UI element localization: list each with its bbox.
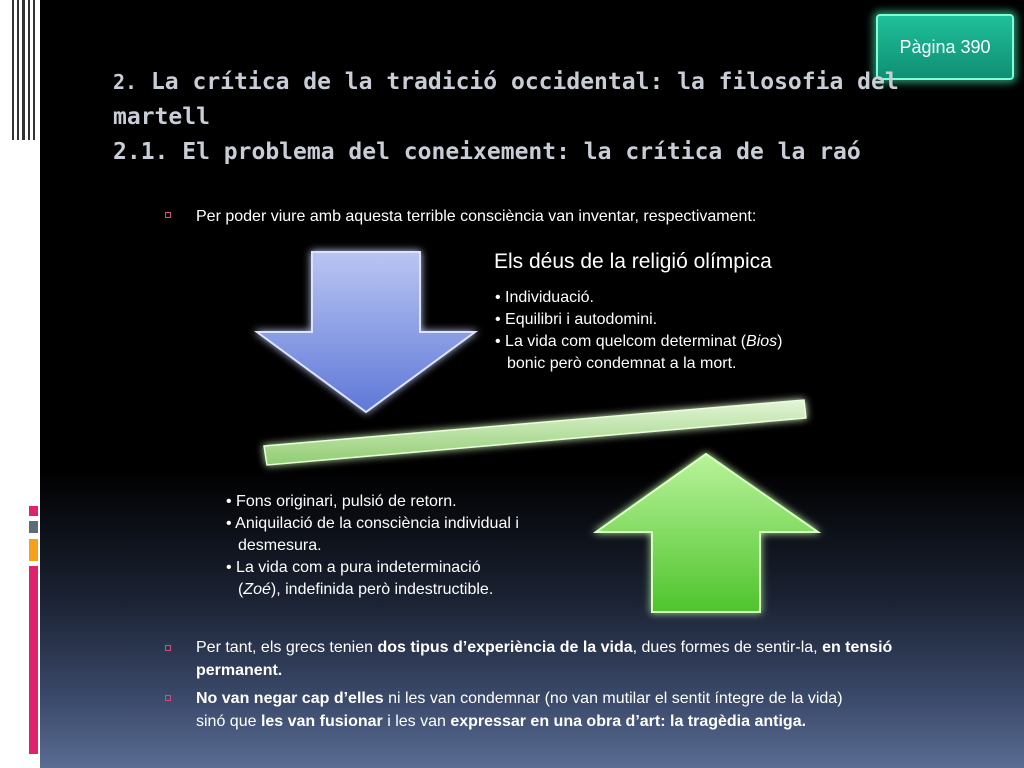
olympic-item-3-text: • La vida com quelcom determinat ( — [495, 333, 747, 350]
bullet2-bold-b: dos tipus d’experiència de la vida — [377, 639, 633, 656]
balance-beam — [264, 400, 806, 465]
dionysian-item-3-continued — [226, 579, 586, 601]
bullet2-text-a: Per tant, els grecs tenien — [196, 639, 378, 656]
dionysian-item-1: • Fons originari, pulsió de retorn. — [226, 493, 457, 510]
bullet-marker-3 — [165, 695, 171, 701]
olympic-item-3-continued: bonic però condemnat a la mort. — [507, 355, 737, 372]
dionysian-item-3: • La vida com a pura indeterminació — [226, 559, 481, 576]
title-number: 2. — [113, 70, 138, 94]
olympic-item-3-italic: Bios — [746, 333, 778, 350]
bullet2-text-e: . — [277, 662, 283, 679]
olympic-item-1: • Individuació. — [495, 289, 594, 306]
olympic-item-3-close: ) — [777, 333, 783, 350]
bullet2-bold-d: en tensió permanent — [196, 639, 893, 679]
bullet3-text-e: i les van — [382, 713, 451, 730]
bullet3-text-b: ni les van condemnar (no van mutilar el sentit íntegre de la vida) — [383, 690, 843, 707]
page-number-label: Pàgina 390 — [899, 36, 991, 57]
conclusion-bullet-1 — [196, 636, 936, 682]
title-line1: La crítica de la tradició occidental: la filosofia del — [137, 69, 899, 95]
bullet3-bold-f: expressar en una obra d’art: la tragèdia antiga — [450, 713, 802, 730]
dionysian-item-3-open: ( — [238, 581, 244, 598]
bullet3-bold-a: No van negar cap d’elles — [196, 690, 384, 707]
bullet3-text-g: . — [801, 713, 807, 730]
bullet-marker-2 — [165, 645, 171, 651]
bullet3-bold-d: les van fusionar — [260, 713, 383, 730]
dionysian-list — [226, 491, 586, 601]
down-arrow-blue — [257, 252, 475, 412]
conclusion-bullet-2 — [196, 687, 956, 733]
title-line2: martell — [113, 104, 210, 130]
dionysian-item-2-continued: desmesura. — [238, 537, 322, 554]
dionysian-item-2: • Aniquilació de la consciència individual i — [226, 515, 519, 532]
bullet3-text-c: sinó que — [196, 713, 261, 730]
olympic-item-3 — [495, 331, 855, 353]
title-line3: 2.1. El problema del coneixement: la crítica de la raó — [113, 139, 861, 165]
intro-bullet-text: Per poder viure amb aquesta terrible consciència van inventar, respectivament: — [196, 208, 757, 225]
olympic-gods-heading: Els déus de la religió olímpica — [494, 250, 772, 273]
dionysian-item-3-rest: ), indefinida però indestructible. — [270, 581, 494, 598]
dionysian-item-3-italic: Zoé — [243, 581, 271, 598]
up-arrow-green — [596, 454, 818, 612]
olympic-item-2: • Equilibri i autodomini. — [495, 311, 658, 328]
olympic-gods-list — [495, 287, 855, 375]
bullet2-text-c: , dues formes de sentir-la, — [632, 639, 823, 656]
